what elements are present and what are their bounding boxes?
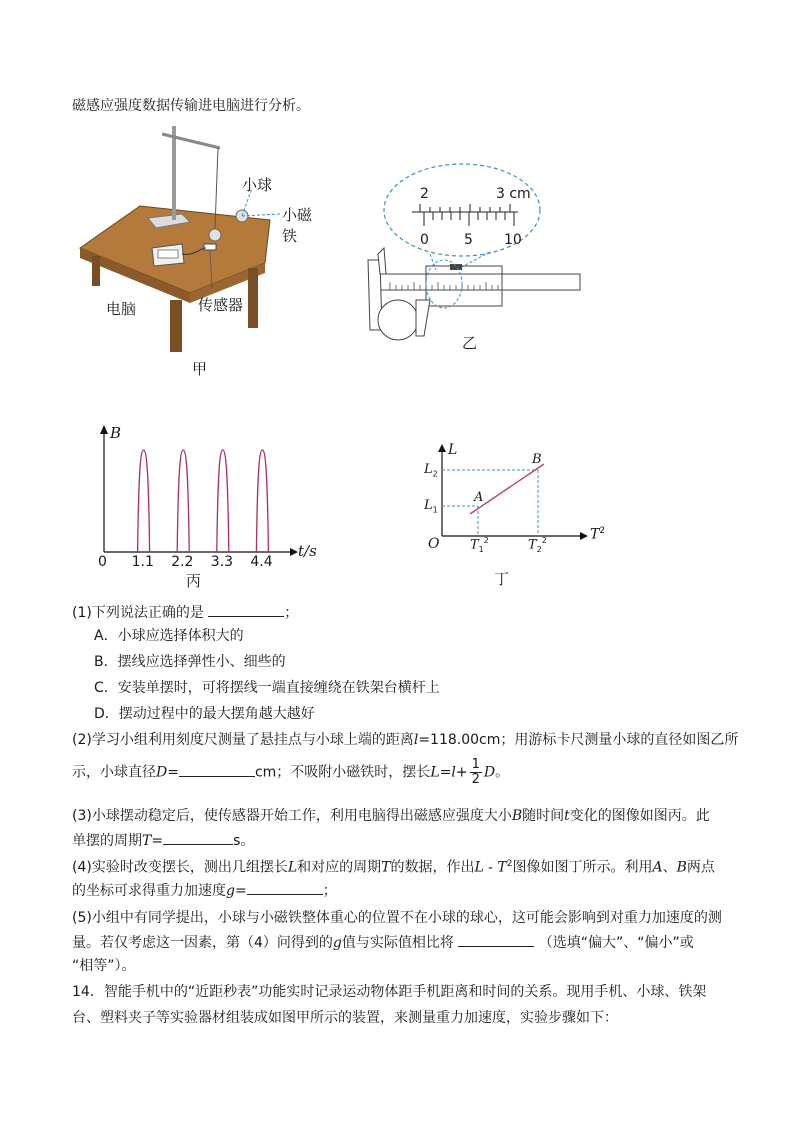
label-T2-squared: $T_2^2$ — [528, 536, 547, 554]
caption-bing: 丙 — [186, 572, 202, 590]
origin-label: 0 — [98, 554, 107, 570]
x-tick-label: 4.4 — [250, 554, 273, 570]
q1-option-b: B．摆线应选择弹性小、细些的 — [94, 654, 286, 670]
q1-option-c: C．安装单摆时，可将摆线一端直接缠绕在铁架台横杆上 — [94, 680, 440, 696]
q2-line1: (2)学习小组利用刻度尺测量了悬挂点与小球上端的距离l=118.00cm；用游标卡尺测量小球的直径如图乙所 — [72, 732, 739, 748]
vernier-0: 0 — [420, 232, 429, 248]
fraction-one-half: $\frac{1}{2}$ — [471, 757, 480, 787]
b-peak-4 — [256, 450, 268, 552]
point-A-label: A — [474, 490, 484, 505]
label-L2: $L_2$ — [424, 462, 438, 479]
figure-ding — [420, 440, 620, 590]
q2-line2: 示，小球直径D= cm；不吸附小磁铁时，摆长L=l+ $\frac{1}{2}$ D。 — [72, 757, 510, 787]
q4-gravity-blank[interactable] — [247, 878, 323, 895]
q3-period-blank[interactable] — [163, 828, 233, 845]
l-t2-chart — [420, 440, 620, 590]
point-B-label: B — [532, 452, 542, 467]
y-axis-label: L — [448, 442, 458, 458]
caption-ding: 丁 — [494, 570, 510, 588]
q14-line1: 14．智能手机中的“近距秒表”功能实时记录运动物体距手机距离和时间的关系。现用手机、小球、铁架 — [72, 984, 707, 1000]
label-sensor: 传感器 — [198, 296, 244, 314]
q1-answer-blank[interactable] — [208, 600, 284, 617]
x-tick-label: 2.2 — [171, 554, 194, 570]
q4-line1: (4)实验时改变摆长，测出几组摆长L和对应的周期T的数据，作出L - $T^2$图像如图丁所示。利用A、B两点 — [72, 859, 715, 876]
b-peak-3 — [217, 450, 229, 552]
q14-line2: 台、塑料夹子等实验器材组装成如图甲所示的装置，来测量重力加速度，实验步骤如下： — [72, 1010, 618, 1026]
origin-label: O — [428, 536, 440, 552]
intro-line: 磁感应强度数据传输进电脑进行分析。 — [72, 98, 310, 114]
q1-stem: (1)下列说法正确的是 ； — [72, 600, 732, 625]
figure-jia — [70, 118, 320, 388]
figure-bing — [90, 420, 330, 592]
q5-answer-blank[interactable] — [458, 930, 534, 947]
q5-line3: “相等”）。 — [72, 958, 136, 974]
q1-option-a: A．小球应选择体积大的 — [94, 628, 244, 644]
apparatus-drawing — [70, 118, 320, 388]
q4-line2: 的坐标可求得重力加速度g= ； — [72, 878, 732, 903]
q2-diameter-blank[interactable] — [179, 760, 255, 777]
x-tick-label: 3.3 — [210, 554, 234, 570]
caliper-drawing — [350, 150, 600, 360]
b-peak-1 — [138, 450, 150, 552]
label-T1-squared: $T_1^2$ — [470, 536, 489, 554]
label-computer: 电脑 — [106, 300, 137, 318]
caption-jia: 甲 — [192, 360, 208, 378]
y-axis-label: B — [110, 424, 122, 442]
q1-option-d: D．摆动过程中的最大摆角越大越好 — [94, 706, 315, 722]
label-ball: 小球 — [242, 176, 273, 194]
caption-yi: 乙 — [462, 334, 478, 352]
q3-line1: (3)小球摆动稳定后，使传感器开始工作，利用电脑得出磁感应强度大小B随时间t变化的图像如图丙。此 — [72, 808, 710, 824]
x-axis-label: t/s — [298, 542, 317, 560]
q5-line1: (5)小组中有同学提出，小球与小磁铁整体重心的位置不在小球的球心，这可能会影响到对重力加速度的测 — [72, 910, 722, 926]
b-peak-2 — [177, 450, 189, 552]
label-magnet: 小磁铁 — [282, 206, 313, 245]
q3-line2: 单摆的周期T= s。 — [72, 828, 732, 853]
vernier-5: 5 — [464, 232, 473, 248]
x-tick-label: 1.1 — [131, 554, 154, 570]
label-L1: $L_1$ — [424, 498, 438, 515]
figure-yi — [350, 150, 600, 360]
main-scale-2: 2 — [420, 186, 429, 202]
main-scale-3cm: 3 cm — [496, 186, 531, 202]
x-axis-label: $T^2$ — [590, 526, 606, 543]
fit-line — [470, 464, 544, 514]
vernier-10: 10 — [504, 232, 522, 248]
q5-line2: 量。若仅考虑这一因素，第（4）问得到的g值与实际值相比将 （选填“偏大”、“偏小”或 — [72, 930, 732, 955]
